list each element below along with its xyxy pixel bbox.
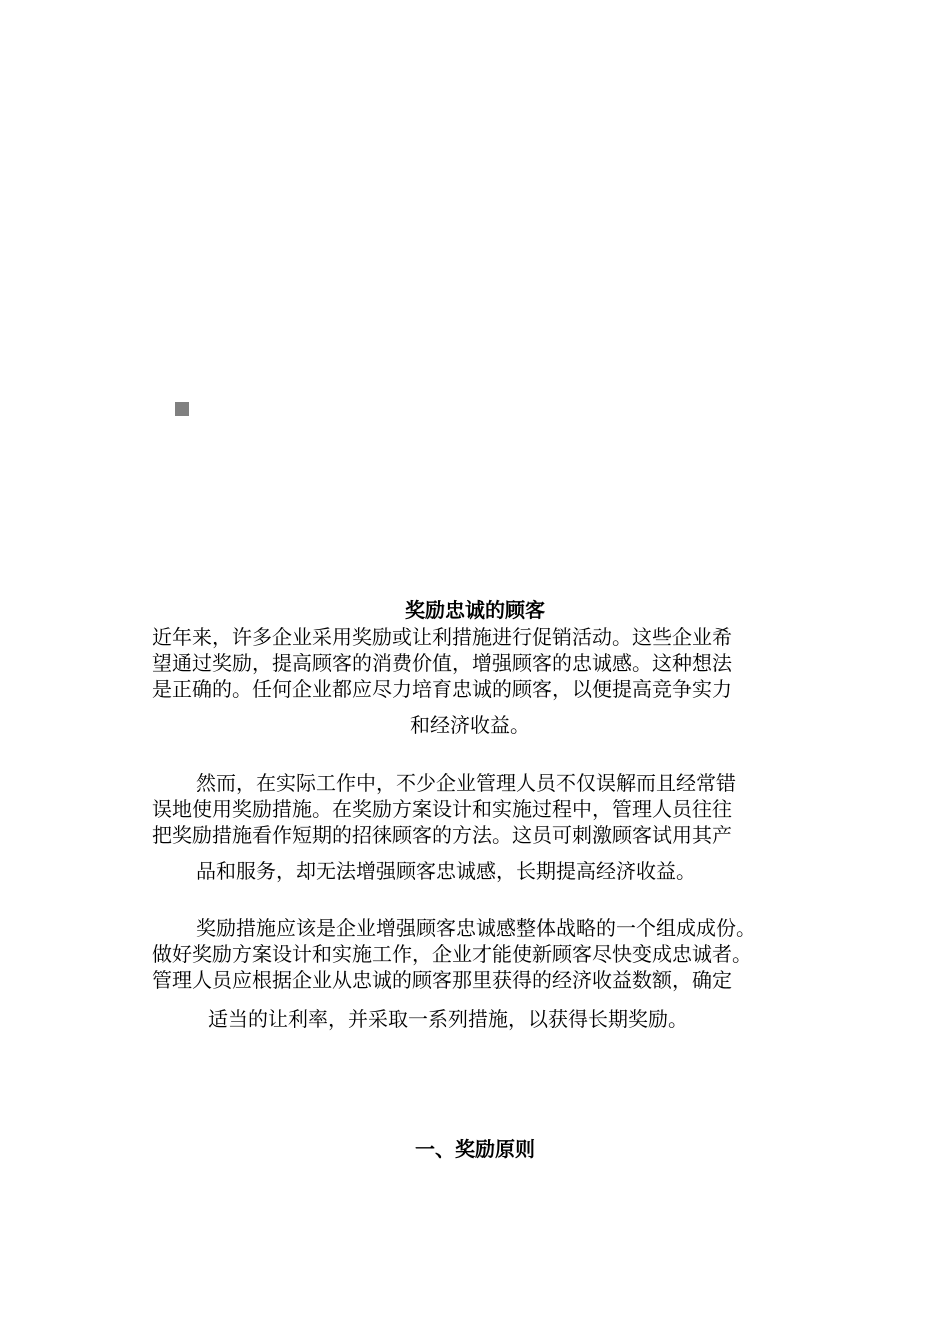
paragraph-line: 奖励措施应该是企业增强顾客忠诚感整体战略的一个组成成份。 [196,916,756,940]
paragraph-line: 然而，在实际工作中，不少企业管理人员不仅误解而且经常错 [196,771,736,795]
square-bullet-icon [175,402,189,416]
paragraph-line: 误地使用奖励措施。在奖励方案设计和实施过程中，管理人员往往 [152,797,732,821]
paragraph-line: 品和服务，却无法增强顾客忠诚感，长期提高经济收益。 [196,859,696,883]
paragraph-line: 和经济收益。 [410,713,530,737]
document-title: 奖励忠诚的顾客 [405,598,545,622]
paragraph-line: 适当的让利率，并采取一系列措施，以获得长期奖励。 [208,1007,688,1031]
paragraph-line: 望通过奖励，提高顾客的消费价值，增强顾客的忠诚感。这种想法 [152,651,732,675]
paragraph-line: 管理人员应根据企业从忠诚的顾客那里获得的经济收益数额，确定 [152,968,732,992]
paragraph-line: 做好奖励方案设计和实施工作，企业才能使新顾客尽快变成忠诚者。 [152,942,752,966]
paragraph-line: 近年来，许多企业采用奖励或让利措施进行促销活动。这些企业希 [152,625,732,649]
paragraph-line: 把奖励措施看作短期的招徕顾客的方法。这员可刺激顾客试用其产 [152,823,732,847]
paragraph-line: 是正确的。任何企业都应尽力培育忠诚的顾客，以便提高竞争实力 [152,677,732,701]
section-heading: 一、奖励原则 [415,1137,535,1161]
